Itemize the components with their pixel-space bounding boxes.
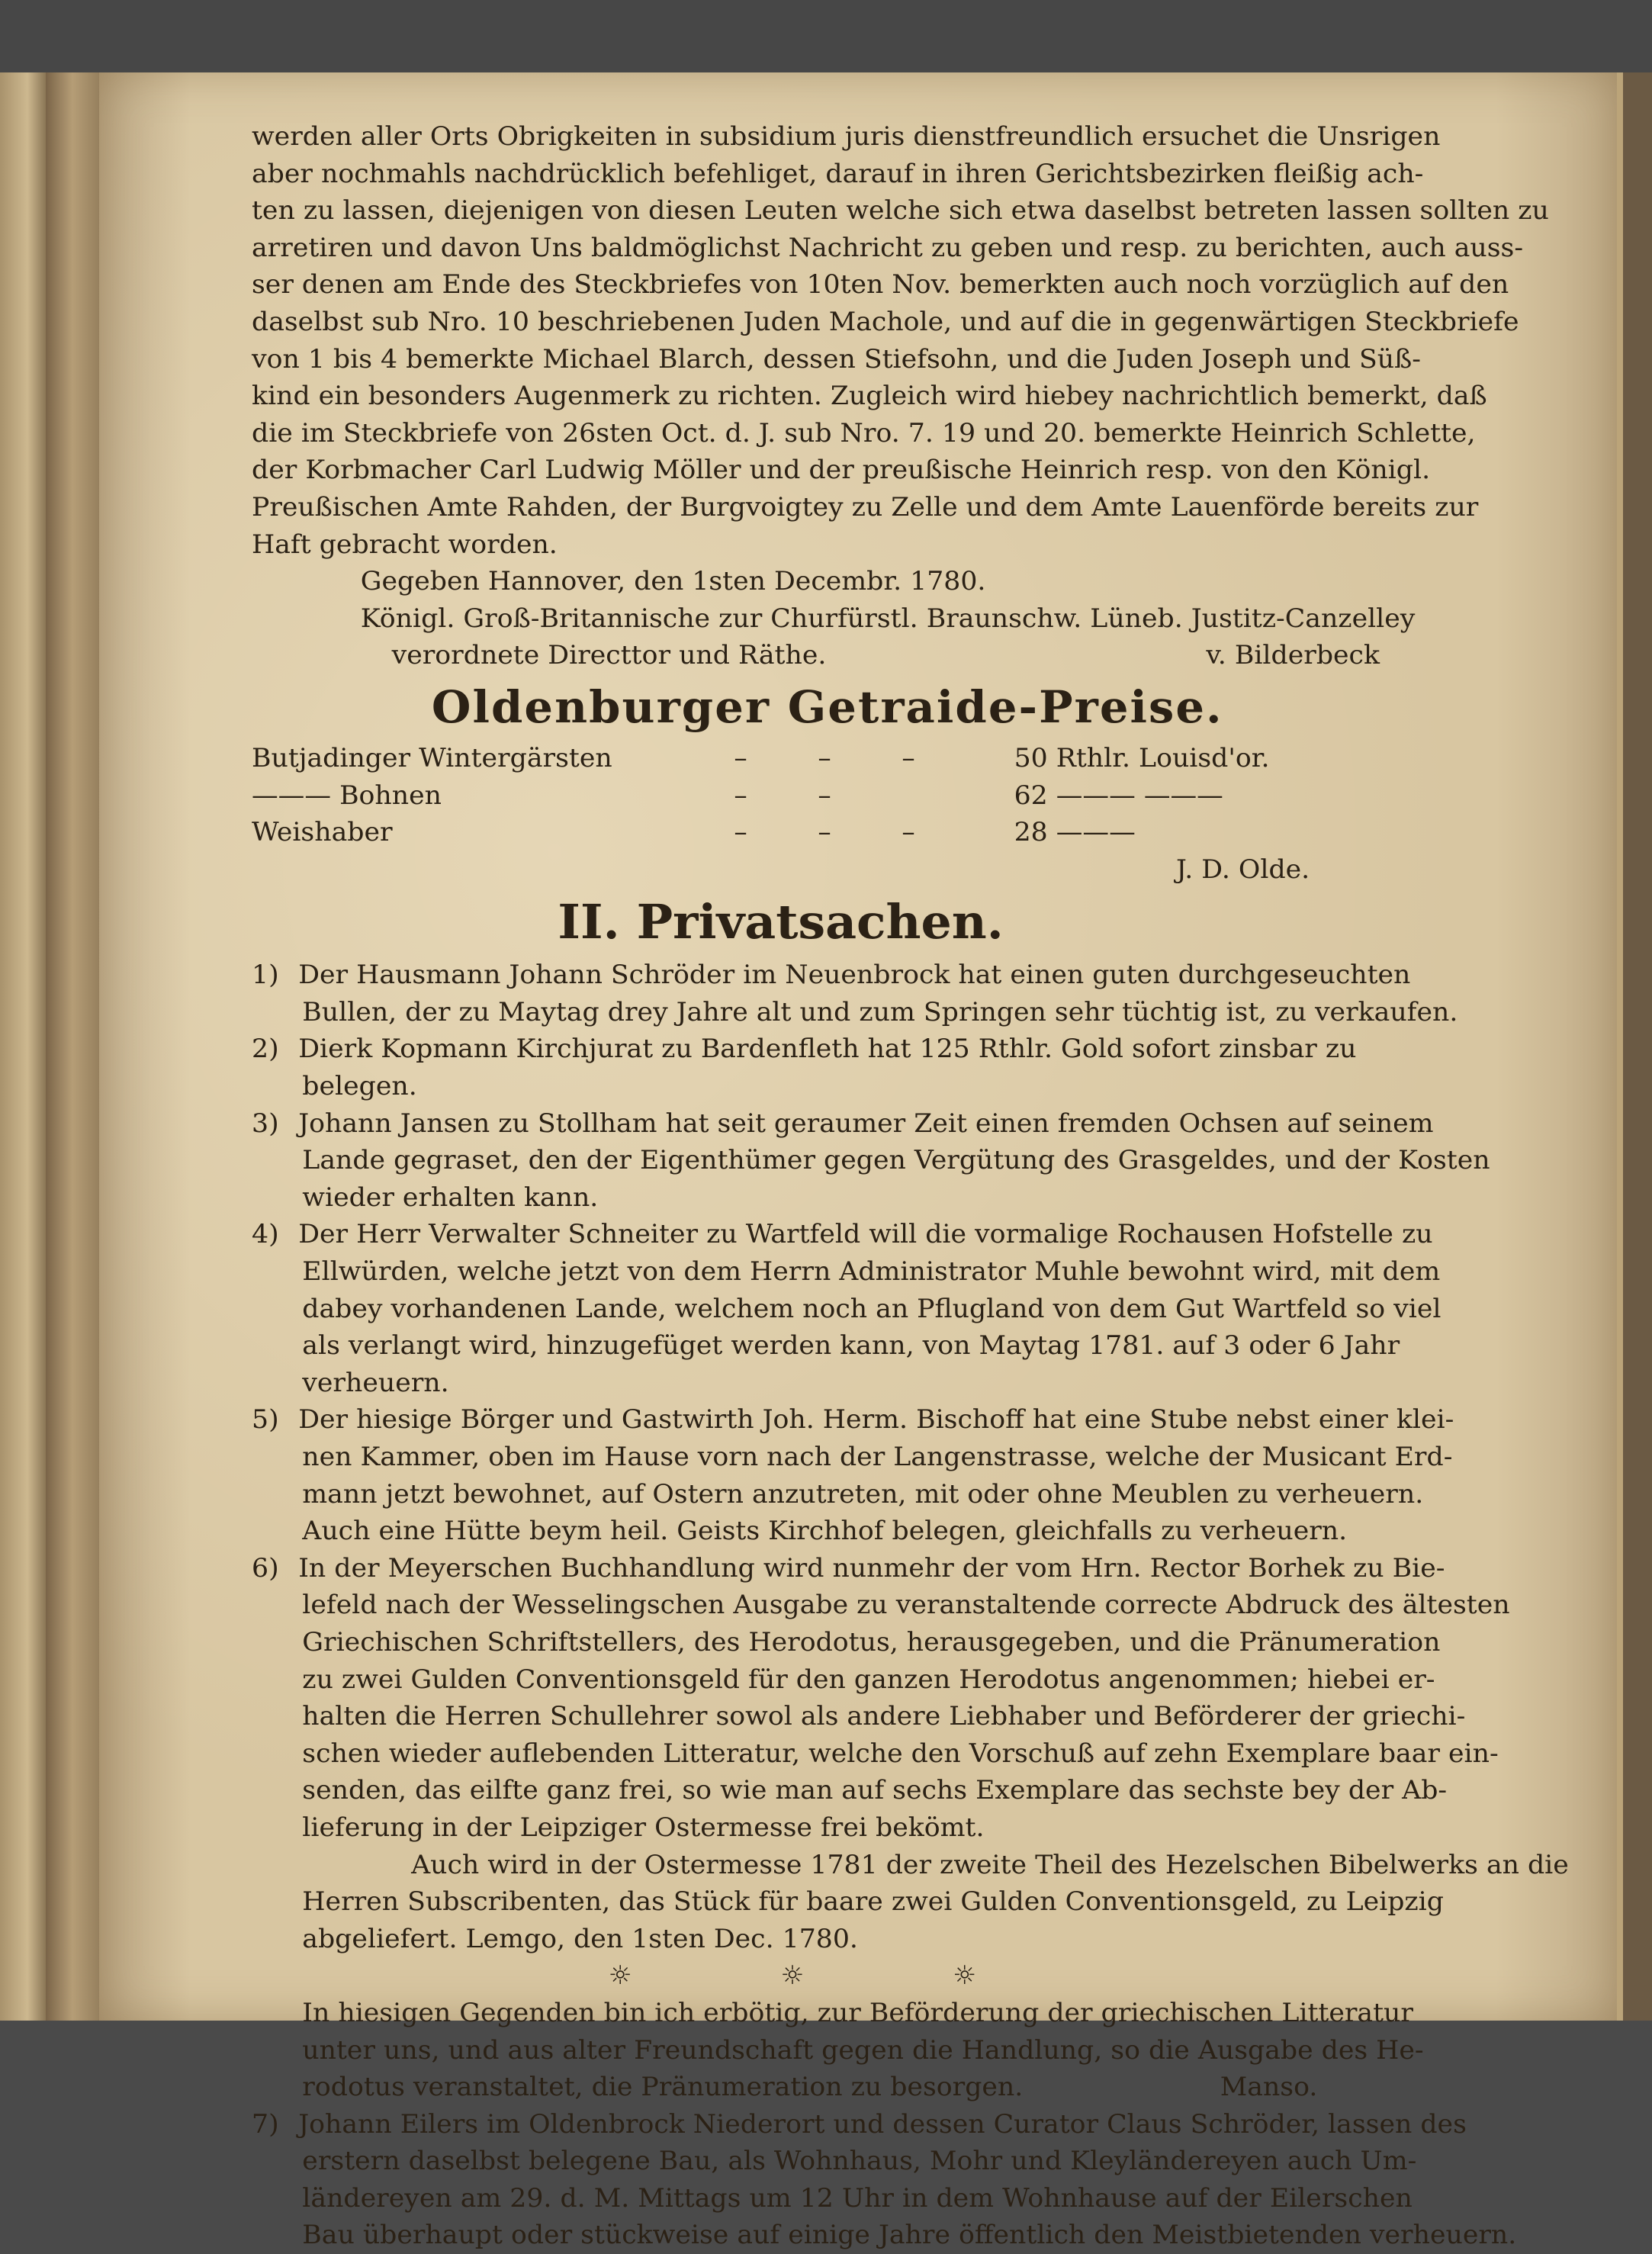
entry-number: 1) [252, 960, 279, 991]
price-value: 50 Rthlr. Louisd'or. [1014, 742, 1270, 773]
entry-line: nen Kammer, oben im Hause vorn nach der Langenstrasse, welche der Musicant Erd- [302, 1442, 1453, 1472]
entry-line: erstern daselbst belegene Bau, als Wohnhaus, Mohr und Kleyländereyen auch Um- [302, 2146, 1417, 2177]
note-line: In hiesigen Gegenden bin ich erbötig, zur Beförderung der griechischen Litteratur [302, 1997, 1413, 2028]
notice-line: kind ein besonders Augenmerk zu richten. Zugleich wird hiebey nachrichtlich bemerkt, daß [252, 381, 1487, 412]
entry-number: 7) [252, 2108, 279, 2140]
entry-5 [252, 1401, 1454, 1549]
entry-line: mann jetzt bewohnet, auf Ostern anzutreten, mit oder ohne Meublen zu verheuern. [302, 1478, 1424, 1510]
notice-line: die im Steckbriefe von 26sten Oct. d. J. sub Nro. 7. 19 und 20. bemerkte Heinrich Schlette, [252, 417, 1476, 449]
document-page [99, 72, 1623, 2251]
notice-signatory: v. Bilderbeck [1206, 640, 1380, 671]
entry-line: halten die Herren Schullehrer sowol als andere Liebhaber und Beförderer der griechi- [302, 1701, 1466, 1732]
entry-line: Johann Jansen zu Stollham hat seit geraumer Zeit einen fremden Ochsen auf seinem [298, 1108, 1434, 1139]
entry-3 [252, 1105, 1490, 1217]
notice-line: ser denen am Ende des Steckbriefes von 10ten Nov. bemerkten auch noch vorzüglich auf den [252, 269, 1509, 301]
notice-body [252, 118, 1549, 674]
binding-gutter [46, 72, 99, 2021]
price-dashes: – – – [734, 817, 947, 848]
price-dashes: – – – [734, 742, 947, 773]
price-item: Butjadinger Wintergärsten [252, 742, 612, 773]
entry-2 [252, 1031, 1403, 1104]
entry-line: senden, das eilfte ganz frei, so wie man auf sechs Exemplare das sechste bey der Ab- [302, 1775, 1448, 1806]
entry-line: zu zwei Gulden Conventionsgeld für den ganzen Herodotus angenommen; hiebei er- [302, 1664, 1435, 1695]
page-text [252, 118, 1569, 2254]
prices-signature: J. D. Olde. [1176, 854, 1310, 885]
entry-1 [252, 957, 1458, 1031]
entry-number: 2) [252, 1034, 279, 1065]
entry-line: lieferung in der Leipziger Ostermesse frei bekömt. [302, 1812, 985, 1843]
entry-line: Auch wird in der Ostermesse 1781 der zweite Theil des Hezelschen Bibelwerks an die [411, 1849, 1569, 1880]
entry-line: Der Herr Verwalter Schneiter zu Wartfeld will die vormalige Rochausen Hofstelle zu [298, 1219, 1433, 1250]
price-table [252, 740, 1403, 888]
entry-line: Griechischen Schriftstellers, des Herodotus, herausgegeben, und die Pränumeration [302, 1626, 1441, 1658]
price-row [252, 777, 1403, 815]
notice-line: der Korbmacher Carl Ludwig Möller und der preußische Heinrich resp. von den Königl. [252, 455, 1431, 486]
entry-number: 5) [252, 1404, 279, 1436]
entry-line: Der Hausmann Johann Schröder im Neuenbrock hat einen guten durchgeseuchten [298, 960, 1411, 991]
entry-line: als verlangt wird, hinzugefüget werden kann, von Maytag 1781. auf 3 oder 6 Jahr [302, 1330, 1400, 1362]
notice-line: Preußischen Amte Rahden, der Burgvoigtey zu Zelle und dem Amte Lauenförde bereits zur [252, 491, 1479, 523]
private-heading: II. Privatsachen. [558, 894, 1004, 950]
notice-line: Haft gebracht worden. [252, 529, 558, 560]
notice-line: ten zu lassen, diejenigen von diesen Leuten welche sich etwa daselbst betreten lassen sollten zu [252, 195, 1549, 227]
note-signature: Manso. [1220, 2072, 1318, 2103]
price-value: 28 ——— [1014, 817, 1136, 848]
price-row [252, 740, 1403, 777]
entry-6 [252, 1550, 1569, 1958]
entry-line: dabey vorhandenen Lande, welchem noch an Pflugland von dem Gut Wartfeld so viel [302, 1293, 1441, 1324]
notice-line: aber nochmahls nachdrücklich befehliget, darauf in ihren Gerichtsbezirken fleißig ach- [252, 158, 1424, 189]
notice-line: von 1 bis 4 bemerkte Michael Blarch, dessen Stiefsohn, und die Juden Joseph und Süß- [252, 343, 1421, 375]
entry-line: ländereyen am 29. d. M. Mittags um 12 Uhr in dem Wohnhause auf der Eilerschen [302, 2182, 1413, 2214]
notice-signature-row [252, 637, 1403, 674]
notice-line: arretiren und davon Uns baldmöglichst Nachricht zu geben und resp. zu berichten, auch auss- [252, 232, 1524, 263]
entry-line: lefeld nach der Wesselingschen Ausgabe zu veranstaltende correcte Abdruck des ältesten [302, 1590, 1510, 1621]
notice-authority: Königl. Groß-Britannische zur Churfürstl. Braunschw. Lüneb. Justitz-Canzelley [360, 603, 1416, 634]
entry-line: Lande gegraset, den der Eigenthümer gegen Vergütung des Grasgeldes, und der Kosten [302, 1145, 1490, 1176]
entry-number: 3) [252, 1108, 279, 1139]
entry-number: 4) [252, 1219, 279, 1250]
entry-line: verheuern. [302, 1367, 449, 1398]
price-row [252, 814, 1403, 851]
entry-line: belegen. [302, 1071, 417, 1102]
entry-line: schen wieder auflebenden Litteratur, welche den Vorschuß auf zehn Exemplare baar ein- [302, 1738, 1499, 1769]
notice-date: Gegeben Hannover, den 1sten Decembr. 1780. [360, 566, 986, 597]
entry-line: Bullen, der zu Maytag drey Jahre alt und zum Springen sehr tüchtig ist, zu verkaufen. [302, 996, 1458, 1027]
notice-officials: verordnete Directtor und Räthe. [391, 640, 827, 671]
entry-line: Auch eine Hütte beym heil. Geists Kirchhof belegen, gleichfalls zu verheuern. [302, 1516, 1348, 1547]
note-line: unter uns, und aus alter Freundschaft gegen die Handlung, so die Ausgabe des He- [302, 2034, 1424, 2066]
notice-line: werden aller Orts Obrigkeiten in subsidium juris dienstfreundlich ersuchet die Unsrigen [252, 121, 1441, 152]
price-value: 62 ——— ——— [1014, 780, 1223, 811]
private-entries [252, 957, 1569, 2254]
price-item: Weishaber [252, 817, 393, 848]
entry-line: Der hiesige Börger und Gastwirth Joh. Herm. Bischoff hat eine Stube nebst einer klei- [298, 1404, 1454, 1436]
entry-line: In der Meyerschen Buchhandlung wird nunmehr der vom Hrn. Rector Borhek zu Bie- [298, 1552, 1445, 1584]
entry-line: Bau überhaupt oder stückweise auf einige Jahre öffentlich den Meistbietenden verheuern. [302, 2220, 1517, 2251]
entry-line: Ellwürden, welche jetzt von dem Herrn Administrator Muhle bewohnt wird, mit dem [302, 1256, 1441, 1288]
entry-line: Johann Eilers im Oldenbrock Niederort und dessen Curator Claus Schröder, lassen des [298, 2108, 1467, 2140]
editor-note [252, 1995, 1424, 2106]
entry-number: 6) [252, 1552, 279, 1584]
entry-line: Herren Subscribenten, das Stück für baare zwei Gulden Conventionsgeld, zu Leipzig [302, 1886, 1444, 1918]
price-dashes: – – [734, 780, 863, 811]
previous-page-edge [0, 72, 46, 2021]
entry-line: Dierk Kopmann Kirchjurat zu Bardenfleth hat 125 Rthlr. Gold sofort zinsbar zu [298, 1034, 1357, 1065]
ornament-stars: ☼ ☼ ☼ [608, 1960, 1046, 1992]
entry-4 [252, 1216, 1441, 1401]
notice-line: daselbst sub Nro. 10 beschriebenen Juden Machole, und auf die in gegenwärtigen Steckbriefe [252, 306, 1519, 337]
entry-line: abgeliefert. Lemgo, den 1sten Dec. 1780. [302, 1923, 858, 1954]
prices-heading: Oldenburger Getraide-Preise. [431, 680, 1223, 733]
note-line: rodotus veranstaltet, die Pränumeration zu besorgen. [302, 2072, 1024, 2103]
price-item: ——— Bohnen [252, 780, 442, 811]
entry-line: wieder erhalten kann. [302, 1182, 599, 1213]
entry-7 [252, 2106, 1517, 2254]
